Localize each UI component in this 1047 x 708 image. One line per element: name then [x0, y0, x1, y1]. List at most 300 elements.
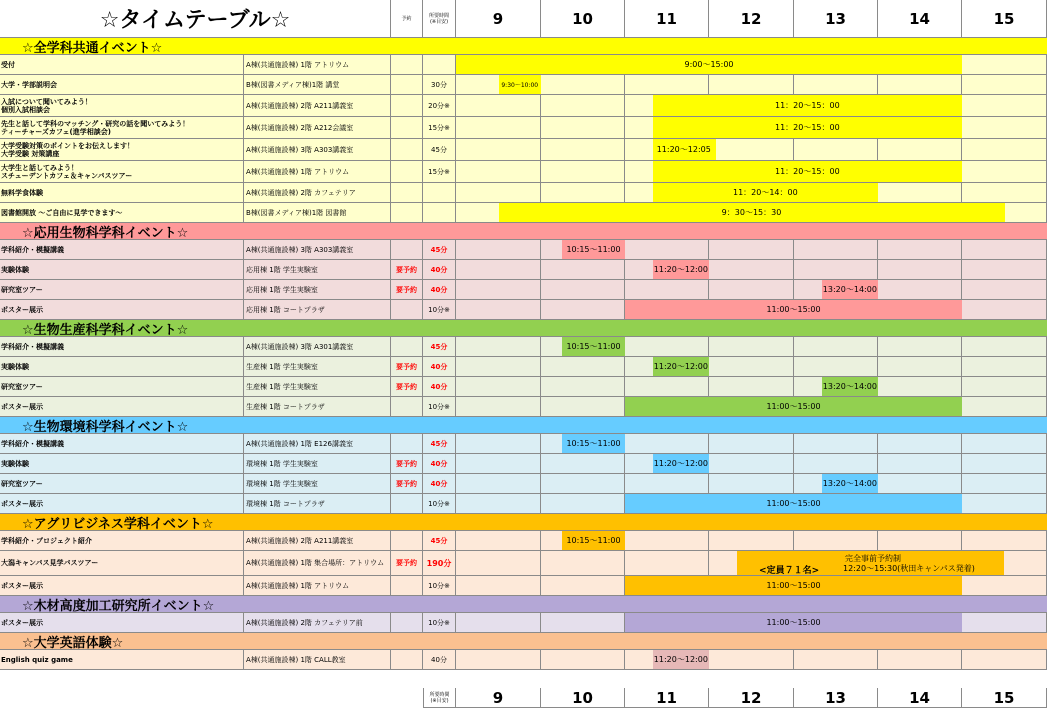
event-location: B棟(図書メディア棟)1階 講堂 — [244, 75, 391, 95]
hour-cell — [541, 613, 625, 633]
reservation-cell — [391, 139, 423, 161]
hour-footer: 12 — [709, 688, 794, 708]
event-name — [0, 240, 244, 260]
hour-cell — [456, 117, 541, 139]
hour-cell — [456, 139, 541, 161]
hour-cell — [541, 260, 625, 280]
event-name-line: 実験体験 — [1, 362, 29, 371]
hour-header: 14 — [878, 0, 962, 38]
hour-cell — [625, 377, 709, 397]
reservation-cell — [391, 434, 423, 454]
duration-cell: 45分 — [423, 531, 456, 551]
event-name-line: 実験体験 — [1, 459, 29, 468]
duration-cell: 10分※ — [423, 576, 456, 596]
hour-cell — [962, 75, 1047, 95]
section-band — [391, 223, 1047, 240]
hour-cell — [541, 576, 625, 596]
hour-cell — [709, 434, 794, 454]
event-location: A棟(共通施設棟) 2階 カフェテリア — [244, 183, 391, 203]
hour-cell — [456, 576, 541, 596]
hour-cell — [878, 650, 962, 670]
event-name — [0, 494, 244, 514]
reservation-cell — [391, 55, 423, 75]
hour-header: 11 — [625, 0, 709, 38]
hour-cell — [541, 75, 625, 95]
section-header: ☆生物環境科学科イベント☆ — [0, 417, 391, 434]
event-name-line: 入試について聞いてみよう！ — [1, 97, 92, 106]
time-bar: 11:00～15:00 — [625, 397, 962, 416]
section-band — [391, 38, 1047, 55]
hour-cell — [541, 300, 625, 320]
time-bar: 10:15～11:00 — [562, 531, 625, 550]
hour-header: 9 — [456, 0, 541, 38]
event-location: 生産棟 1階 コートプラザ — [244, 397, 391, 417]
event-name — [0, 357, 244, 377]
reservation-cell — [391, 75, 423, 95]
hour-cell — [878, 531, 962, 551]
event-location: A棟(共通施設棟) 3階 A303講義室 — [244, 240, 391, 260]
event-name-line: 学科紹介・模擬講義 — [1, 439, 64, 448]
hour-cell — [625, 474, 709, 494]
time-bar — [737, 551, 1004, 575]
hour-cell — [541, 494, 625, 514]
event-name — [0, 613, 244, 633]
duration-cell: 15分※ — [423, 161, 456, 183]
event-name — [0, 434, 244, 454]
hour-cell — [541, 454, 625, 474]
hour-cell — [625, 240, 709, 260]
hour-header: 13 — [794, 0, 878, 38]
hour-cell — [878, 454, 962, 474]
time-bar: 11:20～12:00 — [653, 357, 709, 376]
duration-cell: 40分 — [423, 474, 456, 494]
reservation-cell — [391, 161, 423, 183]
hour-cell — [794, 337, 878, 357]
duration-header-line: 所要時間 — [428, 12, 449, 19]
hour-cell — [962, 397, 1047, 417]
hour-cell — [456, 397, 541, 417]
event-name — [0, 650, 244, 670]
hour-cell — [794, 75, 878, 95]
hour-cell — [794, 650, 878, 670]
duration-cell: 20分※ — [423, 95, 456, 117]
event-location: A棟(共通施設棟) 2階 カフェテリア前 — [244, 613, 391, 633]
hour-cell — [878, 474, 962, 494]
event-location: 応用棟 1階 学生実験室 — [244, 260, 391, 280]
time-bar: 11：20～15：00 — [653, 161, 962, 182]
hour-cell — [962, 260, 1047, 280]
hour-cell — [456, 337, 541, 357]
duration-cell: 10分※ — [423, 494, 456, 514]
event-name — [0, 300, 244, 320]
duration-footer-note: (※目安) — [430, 697, 449, 704]
event-name-line: 無料学食体験 — [1, 188, 43, 197]
hour-cell — [456, 183, 541, 203]
hour-cell — [794, 434, 878, 454]
hour-cell — [541, 161, 625, 183]
hour-cell — [456, 494, 541, 514]
hour-cell — [625, 531, 709, 551]
hour-cell — [709, 260, 794, 280]
hour-cell — [456, 474, 541, 494]
event-name-line: 大学・学部説明会 — [1, 80, 57, 89]
time-bar: 11:00～15:00 — [625, 494, 962, 513]
time-bar: 13:20～14:00 — [822, 280, 878, 299]
duration-cell: 40分 — [423, 280, 456, 300]
event-name-line: 研究室ツアー — [1, 382, 43, 391]
event-name — [0, 95, 244, 117]
hour-cell — [541, 117, 625, 139]
reservation-cell — [391, 117, 423, 139]
event-location: 生産棟 1階 学生実験室 — [244, 357, 391, 377]
hour-cell — [878, 183, 962, 203]
hour-cell — [541, 650, 625, 670]
hour-cell — [456, 300, 541, 320]
hour-cell — [962, 531, 1047, 551]
hour-cell — [625, 434, 709, 454]
hour-cell — [794, 240, 878, 260]
duration-footer-line: 所要時間 — [429, 691, 450, 698]
event-name — [0, 337, 244, 357]
hour-footer: 13 — [794, 688, 878, 708]
reservation-cell: 要予約 — [391, 551, 423, 576]
event-name — [0, 161, 244, 183]
hour-cell — [709, 75, 794, 95]
hour-cell — [962, 183, 1047, 203]
event-location: A棟(共通施設棟) 1階 アトリウム — [244, 576, 391, 596]
reservation-cell — [391, 203, 423, 223]
hour-cell — [456, 95, 541, 117]
hour-cell — [878, 75, 962, 95]
hour-cell — [962, 337, 1047, 357]
hour-cell — [962, 454, 1047, 474]
hour-cell — [962, 377, 1047, 397]
hour-cell — [625, 75, 709, 95]
section-header: ☆全学科共通イベント☆ — [0, 38, 391, 55]
event-name — [0, 183, 244, 203]
hour-cell — [962, 240, 1047, 260]
hour-cell — [962, 139, 1047, 161]
event-name — [0, 75, 244, 95]
event-name — [0, 397, 244, 417]
hour-cell — [794, 260, 878, 280]
hour-cell — [541, 95, 625, 117]
time-bar: 9：30～15：30 — [499, 203, 1005, 222]
time-bar: 11:00～15:00 — [625, 613, 962, 632]
duration-cell — [423, 203, 456, 223]
duration-cell: 190分 — [423, 551, 456, 576]
hour-cell — [962, 650, 1047, 670]
event-name-line: 大学受験 対策講座 — [1, 149, 60, 158]
section-header: ☆生物生産科学科イベント☆ — [0, 320, 391, 337]
event-name-line: 学科紹介・模擬講義 — [1, 245, 64, 254]
reservation-cell — [391, 240, 423, 260]
hour-cell — [962, 95, 1047, 117]
hour-cell — [456, 613, 541, 633]
hour-cell — [541, 377, 625, 397]
time-bar: 10:15～11:00 — [562, 240, 625, 259]
event-name-line: ポスター展示 — [1, 499, 43, 508]
hour-cell — [456, 280, 541, 300]
hour-cell — [625, 280, 709, 300]
hour-cell — [456, 551, 541, 576]
hour-cell — [962, 576, 1047, 596]
event-location: A棟(共通施設棟) 2階 A212会議室 — [244, 117, 391, 139]
duration-cell: 40分 — [423, 377, 456, 397]
event-name — [0, 551, 244, 576]
hour-cell — [962, 300, 1047, 320]
hour-cell — [794, 357, 878, 377]
hour-cell — [709, 531, 794, 551]
reservation-cell — [391, 531, 423, 551]
bus-capacity: <定員７１名> — [759, 566, 820, 575]
event-location: A棟(共通施設棟) 2階 A211講義室 — [244, 95, 391, 117]
section-header: ☆大学英語体験☆ — [0, 633, 391, 650]
duration-cell: 45分 — [423, 337, 456, 357]
event-name-line: ティーチャーズカフェ(進学相談会) — [1, 127, 111, 136]
event-name — [0, 55, 244, 75]
reservation-cell — [391, 95, 423, 117]
duration-header — [423, 0, 456, 38]
event-location: A棟(共通施設棟) 1階 アトリウム — [244, 161, 391, 183]
hour-cell — [456, 161, 541, 183]
time-bar: 13:20～14:00 — [822, 377, 878, 396]
time-bar: 11:20～12:00 — [653, 650, 709, 669]
section-band — [391, 596, 1047, 613]
event-name-line: ポスター展示 — [1, 402, 43, 411]
reservation-cell — [391, 494, 423, 514]
reservation-cell: 要予約 — [391, 280, 423, 300]
hour-cell — [962, 55, 1047, 75]
event-name — [0, 377, 244, 397]
reservation-cell — [391, 613, 423, 633]
event-name — [0, 474, 244, 494]
event-location: A棟(共通施設棟) 1階 集合場所：アトリウム — [244, 551, 391, 576]
time-bar: 13:20～14:00 — [822, 474, 878, 493]
reservation-cell — [391, 300, 423, 320]
hour-cell — [625, 551, 709, 576]
hour-cell — [541, 139, 625, 161]
reservation-cell: 要予約 — [391, 454, 423, 474]
event-location: 応用棟 1階 コートプラザ — [244, 300, 391, 320]
duration-cell: 10分※ — [423, 300, 456, 320]
time-bar: 11:20～12:00 — [653, 260, 709, 279]
duration-cell: 40分 — [423, 260, 456, 280]
hour-cell — [878, 260, 962, 280]
reserve-header: 予約 — [391, 0, 423, 38]
hour-cell — [456, 260, 541, 280]
event-name-line: 個別入試相談会 — [1, 105, 50, 114]
event-name — [0, 260, 244, 280]
bus-note: 完全事前予約制 — [845, 554, 902, 563]
hour-cell — [541, 183, 625, 203]
hour-cell — [456, 454, 541, 474]
hour-cell — [878, 337, 962, 357]
hour-cell — [962, 434, 1047, 454]
event-name-line: スチューデントカフェ＆キャンパスツアー — [1, 171, 133, 180]
event-name-line: 研究室ツアー — [1, 285, 43, 294]
event-name-line: 受付 — [1, 60, 15, 69]
hour-cell — [794, 531, 878, 551]
section-band — [391, 417, 1047, 434]
hour-cell — [962, 117, 1047, 139]
hour-cell — [709, 650, 794, 670]
event-name — [0, 280, 244, 300]
reservation-cell — [391, 397, 423, 417]
hour-cell — [456, 377, 541, 397]
hour-cell — [709, 377, 794, 397]
event-name-line: ポスター展示 — [1, 581, 43, 590]
reservation-cell: 要予約 — [391, 260, 423, 280]
event-location: A棟(共通施設棟) 1階 E126講義室 — [244, 434, 391, 454]
event-name — [0, 454, 244, 474]
event-location: A棟(共通施設棟) 3階 A303講義室 — [244, 139, 391, 161]
duration-cell: 40分 — [423, 454, 456, 474]
hour-cell — [709, 139, 794, 161]
reservation-cell: 要予約 — [391, 357, 423, 377]
hour-cell — [709, 240, 794, 260]
hour-cell — [962, 161, 1047, 183]
section-header: ☆アグリビジネス学科イベント☆ — [0, 514, 391, 531]
event-name-line: ポスター展示 — [1, 618, 43, 627]
hour-cell — [541, 357, 625, 377]
hour-header: 10 — [541, 0, 625, 38]
hour-cell — [541, 397, 625, 417]
reservation-cell — [391, 576, 423, 596]
page-title: ☆タイムテーブル☆ — [0, 0, 391, 38]
section-band — [391, 633, 1047, 650]
event-name-line: 大潟キャンパス見学バスツアー — [1, 559, 99, 567]
hour-footer: 14 — [878, 688, 962, 708]
event-name-line: 大学受験対策のポイントをお伝えします！ — [1, 141, 134, 150]
hour-cell — [456, 531, 541, 551]
hour-cell — [878, 280, 962, 300]
hour-cell — [456, 357, 541, 377]
duration-header-note: (※目安) — [429, 18, 449, 25]
event-location: A棟(共通施設棟) 1階 アトリウム — [244, 55, 391, 75]
hour-footer: 11 — [625, 688, 709, 708]
time-bar: 11:20～12:00 — [653, 454, 709, 473]
hour-cell — [709, 454, 794, 474]
reservation-cell — [391, 650, 423, 670]
reservation-cell — [391, 183, 423, 203]
duration-cell: 45分 — [423, 139, 456, 161]
time-bar: 10:15～11:00 — [562, 337, 625, 356]
hour-cell — [878, 240, 962, 260]
time-bar: 10:15～11:00 — [562, 434, 625, 453]
hour-cell — [709, 357, 794, 377]
event-name-line: 図書館開放 ～ご自由に見学できます～ — [1, 208, 123, 217]
event-name — [0, 203, 244, 223]
hour-cell — [456, 240, 541, 260]
duration-cell — [423, 55, 456, 75]
time-bar: 11:00～15:00 — [625, 576, 962, 595]
section-band — [391, 514, 1047, 531]
event-name-line: 先生と話して学科のマッチング・研究の話を聞いてみよう！ — [1, 119, 190, 128]
hour-cell — [456, 434, 541, 454]
hour-cell — [709, 337, 794, 357]
hour-cell — [962, 474, 1047, 494]
hour-cell — [541, 280, 625, 300]
hour-cell — [794, 454, 878, 474]
duration-cell: 40分 — [423, 650, 456, 670]
event-location: 環境棟 1階 学生実験室 — [244, 474, 391, 494]
event-location: A棟(共通施設棟) 1階 CALL教室 — [244, 650, 391, 670]
time-bar: 11:20～12:05 — [653, 139, 716, 160]
event-location: 環境棟 1階 コートプラザ — [244, 494, 391, 514]
hour-cell — [709, 280, 794, 300]
hour-cell — [794, 139, 878, 161]
hour-header: 15 — [962, 0, 1047, 38]
event-name-line: 大学生と話してみよう！ — [1, 163, 78, 172]
event-name — [0, 531, 244, 551]
hour-footer: 15 — [962, 688, 1047, 708]
event-name — [0, 576, 244, 596]
duration-cell: 10分※ — [423, 613, 456, 633]
duration-cell — [423, 183, 456, 203]
section-header: ☆木材高度加工研究所イベント☆ — [0, 596, 391, 613]
event-name-line: 学科紹介・模擬講義 — [1, 342, 64, 351]
duration-cell: 40分 — [423, 357, 456, 377]
duration-cell: 15分※ — [423, 117, 456, 139]
hour-footer: 10 — [541, 688, 625, 708]
reservation-cell: 要予約 — [391, 474, 423, 494]
hour-cell — [709, 474, 794, 494]
time-bar: 9:00～15:00 — [456, 55, 962, 74]
time-bar: 9:30～10:00 — [499, 75, 542, 94]
event-location: B棟(図書メディア棟)1階 図書館 — [244, 203, 391, 223]
hour-cell — [541, 474, 625, 494]
reservation-cell: 要予約 — [391, 377, 423, 397]
hour-cell — [878, 377, 962, 397]
event-name-line: English quiz game — [1, 655, 73, 664]
hour-footer: 9 — [456, 688, 541, 708]
event-location: 生産棟 1階 学生実験室 — [244, 377, 391, 397]
event-location: A棟(共通施設棟) 2階 A211講義室 — [244, 531, 391, 551]
hour-cell — [962, 613, 1047, 633]
event-location: 応用棟 1階 学生実験室 — [244, 280, 391, 300]
event-location: 環境棟 1階 学生実験室 — [244, 454, 391, 474]
hour-cell — [456, 650, 541, 670]
hour-cell — [878, 139, 962, 161]
time-bar: 11：20～14：00 — [653, 183, 878, 202]
duration-cell: 30分 — [423, 75, 456, 95]
hour-header: 12 — [709, 0, 794, 38]
duration-footer — [423, 688, 456, 708]
hour-cell — [962, 280, 1047, 300]
duration-cell: 45分 — [423, 434, 456, 454]
section-band — [391, 320, 1047, 337]
hour-cell — [878, 434, 962, 454]
event-name-line: 実験体験 — [1, 265, 29, 274]
event-name-line: ポスター展示 — [1, 305, 43, 314]
hour-cell — [962, 357, 1047, 377]
duration-cell: 45分 — [423, 240, 456, 260]
hour-cell — [541, 551, 625, 576]
event-name — [0, 139, 244, 161]
event-name-line: 学科紹介・プロジェクト紹介 — [1, 536, 92, 545]
event-location: A棟(共通施設棟) 3階 A301講義室 — [244, 337, 391, 357]
hour-cell — [962, 494, 1047, 514]
time-bar: 11:00～15:00 — [625, 300, 962, 319]
bus-time: 12:20～15:30(秋田キャンパス発着) — [843, 564, 975, 573]
time-bar: 11：20～15：00 — [653, 117, 962, 138]
time-bar: 11：20～15：00 — [653, 95, 962, 116]
event-name — [0, 117, 244, 139]
hour-cell — [625, 337, 709, 357]
duration-cell: 10分※ — [423, 397, 456, 417]
hour-cell — [878, 357, 962, 377]
